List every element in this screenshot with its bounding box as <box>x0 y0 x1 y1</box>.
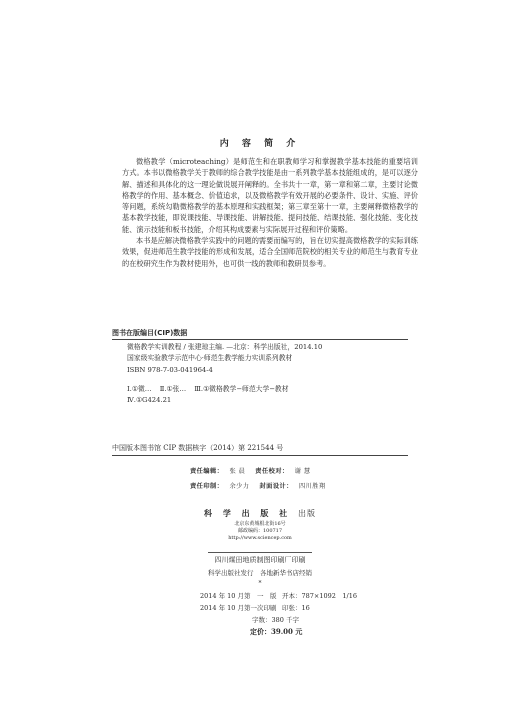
sheets: 印张：16 <box>282 604 310 612</box>
cip-line-series: 国家级实验教学示范中心·师范生教学能力实训系列教材 <box>127 354 293 363</box>
print-label: 责任印制： <box>190 483 224 490</box>
staff-row-2 <box>190 481 326 490</box>
proof-name: 谢 慧 <box>294 468 311 475</box>
proof-label: 责任校对： <box>255 468 289 475</box>
website: http://www.sciencep.com <box>228 535 292 541</box>
print-name: 余少力 <box>229 483 250 490</box>
address: 北京东黄城根北街16号 <box>234 521 286 527</box>
cip-class-4: Ⅳ.①G424.21 <box>127 396 172 405</box>
word-count: 字数：380 千字 <box>252 616 299 624</box>
publisher-title: 科 学 出 版 社 <box>204 508 292 518</box>
cip-classification <box>127 384 417 395</box>
editor-name: 张 晨 <box>229 468 246 475</box>
distribution: 科学出版社发行 各地新华书店经销 <box>208 569 312 577</box>
editor-label: 责任编辑： <box>190 468 224 475</box>
cip-class-3: Ⅲ.①微格教学−师范大学−教材 <box>194 384 289 393</box>
cip-heading: 图书在版编目(CIP)数据 <box>112 329 188 337</box>
printing: 2014 年 10 月第一次印刷 <box>200 604 277 612</box>
divider <box>112 339 408 340</box>
postcode: 邮政编码：100717 <box>237 528 283 534</box>
intro-paragraph-1: 微格教学（microteaching）是师范生和在职教师学习和掌握教学基本技能的重要培训方式。本书以微格教学关于教师的综合教学技能是由一系列教学基本技能组成的，是可以逐分解、描述和具体化的这一理论做说展开阐释的。全书共十一章，第一章和第二章，主要讨论微格教学的作用、基本概念、价值追求，以及微格教学有效开展的必要条件、设计、实施、评价等问题，系统勾勒微格教学的基本原理和实践框架；第三章至第十一章，主要阐释微格教学的基本教学技能，即说课技能、导课技能、讲解技能、提问技能、结课技能、强化技能、变化技能、演示技能和板书技能，介绍其构成要素与实际展开过程和评价策略。 <box>122 157 418 234</box>
divider <box>208 552 312 553</box>
edition: 2014 年 10 月第 一 版 <box>200 592 277 600</box>
cip-class-2: Ⅱ.①张… <box>159 384 187 393</box>
intro-paragraph-2: 本书是应解决微格教学实践中的问题的需要而编写的，旨在切实提高微格教学的实际训练效果，促进师范生教学技能的形成和发展，适合全国师范院校的相关专业的师范生与教育专业的在校研究生作为教材使用外，也可供一线的教师和教研员参考。 <box>122 236 418 268</box>
intro-text <box>122 156 418 269</box>
separator-star: * <box>258 580 262 587</box>
price: 定价：39.00 元 <box>250 627 303 636</box>
design-label: 封面设计： <box>259 483 293 490</box>
cip-number: 中国版本图书馆 CIP 数据核字（2014）第 221544 号 <box>112 444 284 452</box>
divider <box>112 455 408 456</box>
page-title: 内 容 简 介 <box>219 139 301 149</box>
cip-block <box>127 342 417 406</box>
cip-line-isbn: ISBN 978-7-03-041964-4 <box>127 365 213 374</box>
format: 开本：787×1092 1/16 <box>282 592 357 600</box>
publisher-address <box>0 521 520 542</box>
printer: 四川煤田地质制图印刷厂印刷 <box>214 556 306 564</box>
cip-class-1: Ⅰ.①微… <box>127 384 152 393</box>
publisher-suffix: 出版 <box>297 509 316 518</box>
cip-line-title: 微格教学实训教程 / 张建琼主编. —北京：科学出版社，2014.10 <box>127 343 323 351</box>
staff-row-1 <box>190 466 311 475</box>
publisher-name <box>0 508 520 519</box>
design-name: 四川胜翔 <box>298 483 326 490</box>
